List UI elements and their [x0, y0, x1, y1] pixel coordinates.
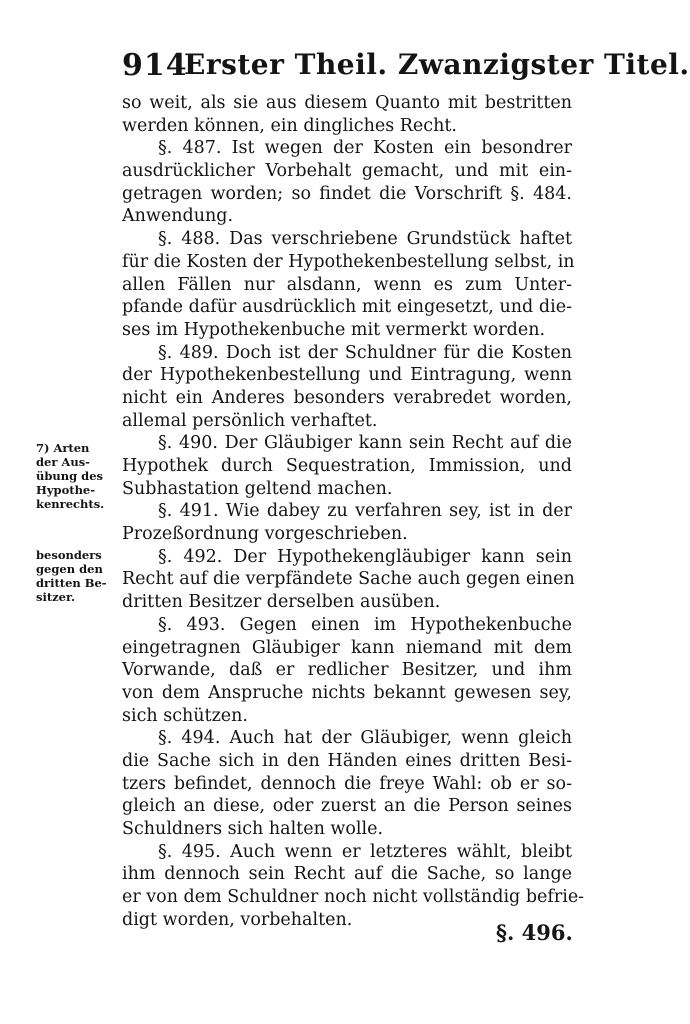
text-line: für die Kosten der Hypothekenbestellung selbst, in [122, 251, 575, 272]
paragraph-491-start: §. 491. Wie dabey zu verfahren sey, ist in der [158, 501, 572, 522]
text-line: ses im Hypothekenbuche mit vermerkt worden. [122, 319, 546, 340]
text-line: eingetragnen Gläubiger kann niemand mit dem [122, 637, 572, 658]
margin-note-line: gegen den [36, 562, 103, 576]
margin-note-arten [36, 441, 116, 511]
text-line: werden können, ein dingliches Recht. [122, 115, 457, 136]
text-line: sich schützen. [122, 705, 248, 726]
text-line: digt worden, vorbehalten. [122, 909, 353, 930]
text-line: ausdrücklicher Vorbehalt gemacht, und mit ein- [122, 161, 572, 182]
text-line: gleich an diese, oder zuerst an die Person seines [122, 796, 572, 817]
page-header [122, 44, 690, 84]
margin-note-line: 7) Arten [36, 441, 90, 455]
text-line: der Hypothekenbestellung und Eintragung, wenn [122, 365, 572, 386]
margin-note-line: besonders [36, 548, 102, 562]
paragraph-493-start: §. 493. Gegen einen im Hypothekenbuche [158, 614, 572, 635]
text-line: von dem Anspruche nichts bekannt gewesen sey, [122, 682, 572, 703]
margin-note-line: sitzer. [36, 590, 76, 604]
catchword: §. 496. [496, 920, 573, 945]
text-line: die Sache sich in den Händen eines dritten Besi- [122, 750, 572, 771]
text-line: ihm dennoch sein Recht auf die Sache, so lange [122, 864, 572, 885]
body-text [122, 92, 585, 931]
text-line: Vorwande, daß er redlicher Besitzer, und ihm [122, 660, 572, 681]
text-line: nicht ein Anderes besonders verabredet worden, [122, 387, 572, 408]
text-line: dritten Besitzer derselben ausüben. [122, 592, 441, 613]
text-line: getragen worden; so findet die Vorschrift §. 484. [122, 183, 572, 204]
paragraph-494-start: §. 494. Auch hat der Gläubiger, wenn gleich [158, 728, 572, 749]
text-line: Subhastation geltend machen. [122, 478, 393, 499]
paragraph-489-start: §. 489. Doch ist der Schuldner für die Kosten [158, 342, 572, 363]
text-line: Hypothek durch Sequestration, Immission, und [122, 456, 572, 476]
margin-note-line: kenrechts. [36, 497, 105, 511]
paragraph-490-start: §. 490. Der Gläubiger kann sein Recht auf die [158, 433, 572, 454]
margin-note-line: Hypothe- [36, 483, 96, 497]
text-line: Prozeßordnung vorgeschrieben. [122, 524, 408, 545]
margin-note-line: übung des [36, 469, 104, 483]
text-line: Anwendung. [122, 206, 234, 227]
text-line: so weit, als sie aus diesem Quanto mit bestritten [122, 93, 572, 113]
paragraph-492-start: §. 492. Der Hypothekengläubiger kann sein [158, 546, 572, 567]
paragraph-488-start: §. 488. Das verschriebene Grundstück haftet [158, 229, 572, 250]
margin-note-besonders [36, 548, 116, 604]
running-title: Erster Theil. Zwanzigster Titel. [184, 48, 690, 81]
text-line: er von dem Schuldner noch nicht vollständig befrie- [122, 887, 585, 908]
margin-note-line: dritten Be- [36, 576, 107, 590]
text-line: allen Fällen nur alsdann, wenn es zum Unter- [122, 274, 572, 295]
text-line: Recht auf die verpfändete Sache auch gegen einen [122, 569, 575, 590]
text-line: tzers befindet, dennoch die freye Wahl: ob er so- [122, 773, 572, 794]
text-line: Schuldners sich halten wolle. [122, 819, 384, 839]
text-line: pfande dafür ausdrücklich mit eingesetzt, und die- [122, 297, 572, 318]
paragraph-495-start: §. 495. Auch wenn er letzteres wählt, bleibt [158, 841, 572, 862]
page-number: 914 [122, 48, 188, 83]
text-line: allemal persönlich verhaftet. [122, 410, 378, 431]
paragraph-487-start: §. 487. Ist wegen der Kosten ein besondrer [158, 138, 572, 159]
margin-note-line: der Aus- [36, 455, 90, 469]
